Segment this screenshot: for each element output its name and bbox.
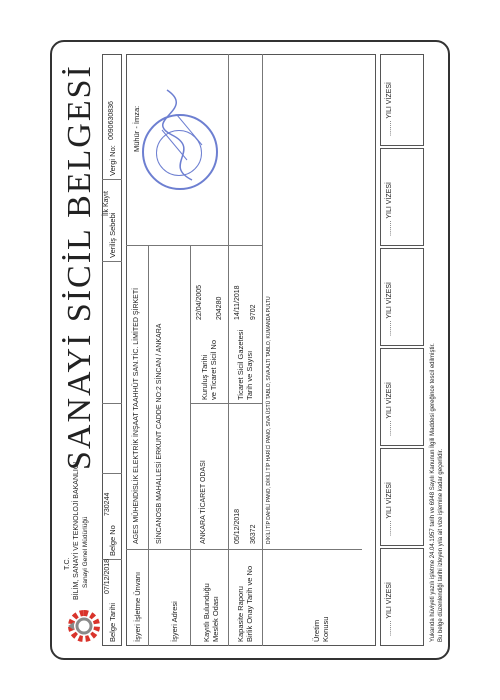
footer-line-2: Bu belge düzenlendiği tarihi izleyen yıla ait vize işlemine kadar geçerlidir. <box>438 448 444 642</box>
vergi-no-value: 0090630836 <box>108 101 115 140</box>
belge-no-label: Belge No <box>108 525 117 556</box>
oda-label-2: Meslek Odası <box>211 596 220 642</box>
vize-label-2: ........ YILI VİZESİ <box>386 482 393 536</box>
footer-line-1: Yukarıda hüviyeti yazılı işletme 24.04.1957 tarih ve 6948 Sayılı Kanunun İlgili Maddesi gereğince tescil edilmiştir. <box>430 343 436 642</box>
unvan-label: İşyeri İşletme Ünvanı <box>133 571 142 642</box>
gazete-tarihi: 14/11/2018 <box>234 285 241 320</box>
kapasite-no: 36372 <box>250 524 257 544</box>
verilis-sebebi-label: Veriliş Sebebi <box>108 212 117 258</box>
verilis-sebebi-value: İlk Kayıt <box>103 191 110 216</box>
oda-label-1: Kayıtlı Bulunduğu <box>202 583 211 642</box>
gazete-label-1: Ticaret Sicil Gazetesi <box>236 329 245 400</box>
kurulus-label-1: Kuruluş Tarihi <box>200 354 209 400</box>
muhur-label: Mühür - İmza: <box>132 105 141 152</box>
kurulus-label-2: ve Ticaret Sicil No <box>209 339 218 400</box>
vize-label-3: ........ YILI VİZESİ <box>386 382 393 436</box>
uretim-label-2: Konusu <box>321 616 330 642</box>
vize-label-6: ........ YILI VİZESİ <box>386 82 393 136</box>
belge-tarihi-label: Belge Tarihi <box>108 602 117 642</box>
adres-value: SİNCANOSB MAHALLESİ ERKUNT CADDE NO:2 SİNCAN / ANKARA <box>156 323 163 544</box>
ministry-directorate: Sanayi Genel Müdürlüğü <box>82 516 89 588</box>
header-row <box>102 54 122 646</box>
ministry-name: BİLİM, SANAYİ VE TEKNOLOJİ BAKANLIĞI <box>73 461 80 600</box>
kapasite-label-2: Birlik Onay Tarih ve No <box>245 565 254 642</box>
ministry-gear-logo-icon <box>64 606 104 646</box>
adres-label: İşyeri Adresi <box>170 601 179 642</box>
belge-tarihi-value: 07/12/2018 <box>104 558 111 594</box>
uretim-value: DİKİLİ TİP DAHİLİ PANO, DİKİLİ TİP HARİCİ PANO, SIVA ÜSTÜ TABLO, SIVA ALTI TABLO, KUMANDA PULTU <box>266 296 272 544</box>
gazete-sayisi: 9702 <box>250 304 257 320</box>
vize-label-5: ........ YILI VİZESİ <box>386 182 393 236</box>
vergi-no-label: Vergi No: <box>108 145 117 176</box>
vize-label-4: ........ YILI VİZESİ <box>386 282 393 336</box>
belge-no-value: 730244 <box>104 492 111 516</box>
vize-label-1: ........ YILI VİZESİ <box>386 582 393 636</box>
signature-mark <box>142 80 222 190</box>
certificate <box>50 40 450 660</box>
uretim-label-1: Üretim <box>312 619 321 642</box>
kapasite-label-1: Kapasite Raporu <box>236 586 245 642</box>
unvan-value: AGES MÜHENDİSLİK ELEKTRİK İNŞAAT TAAHHÜT SAN.TİC. LİMİTED ŞİRKETİ <box>133 287 140 544</box>
sicil-no: 204280 <box>216 296 223 320</box>
kurulus-tarihi: 22/04/2005 <box>196 284 203 320</box>
oda-value: ANKARA TİCARET ODASI <box>200 460 207 544</box>
ministry-tc: T.C. <box>64 557 71 570</box>
document-title: SANAYİ SİCİL BELGESİ <box>61 64 98 470</box>
gazete-label-2: Tarih ve Sayısı <box>245 350 254 400</box>
kapasite-tarihi: 05/12/2018 <box>234 508 241 544</box>
